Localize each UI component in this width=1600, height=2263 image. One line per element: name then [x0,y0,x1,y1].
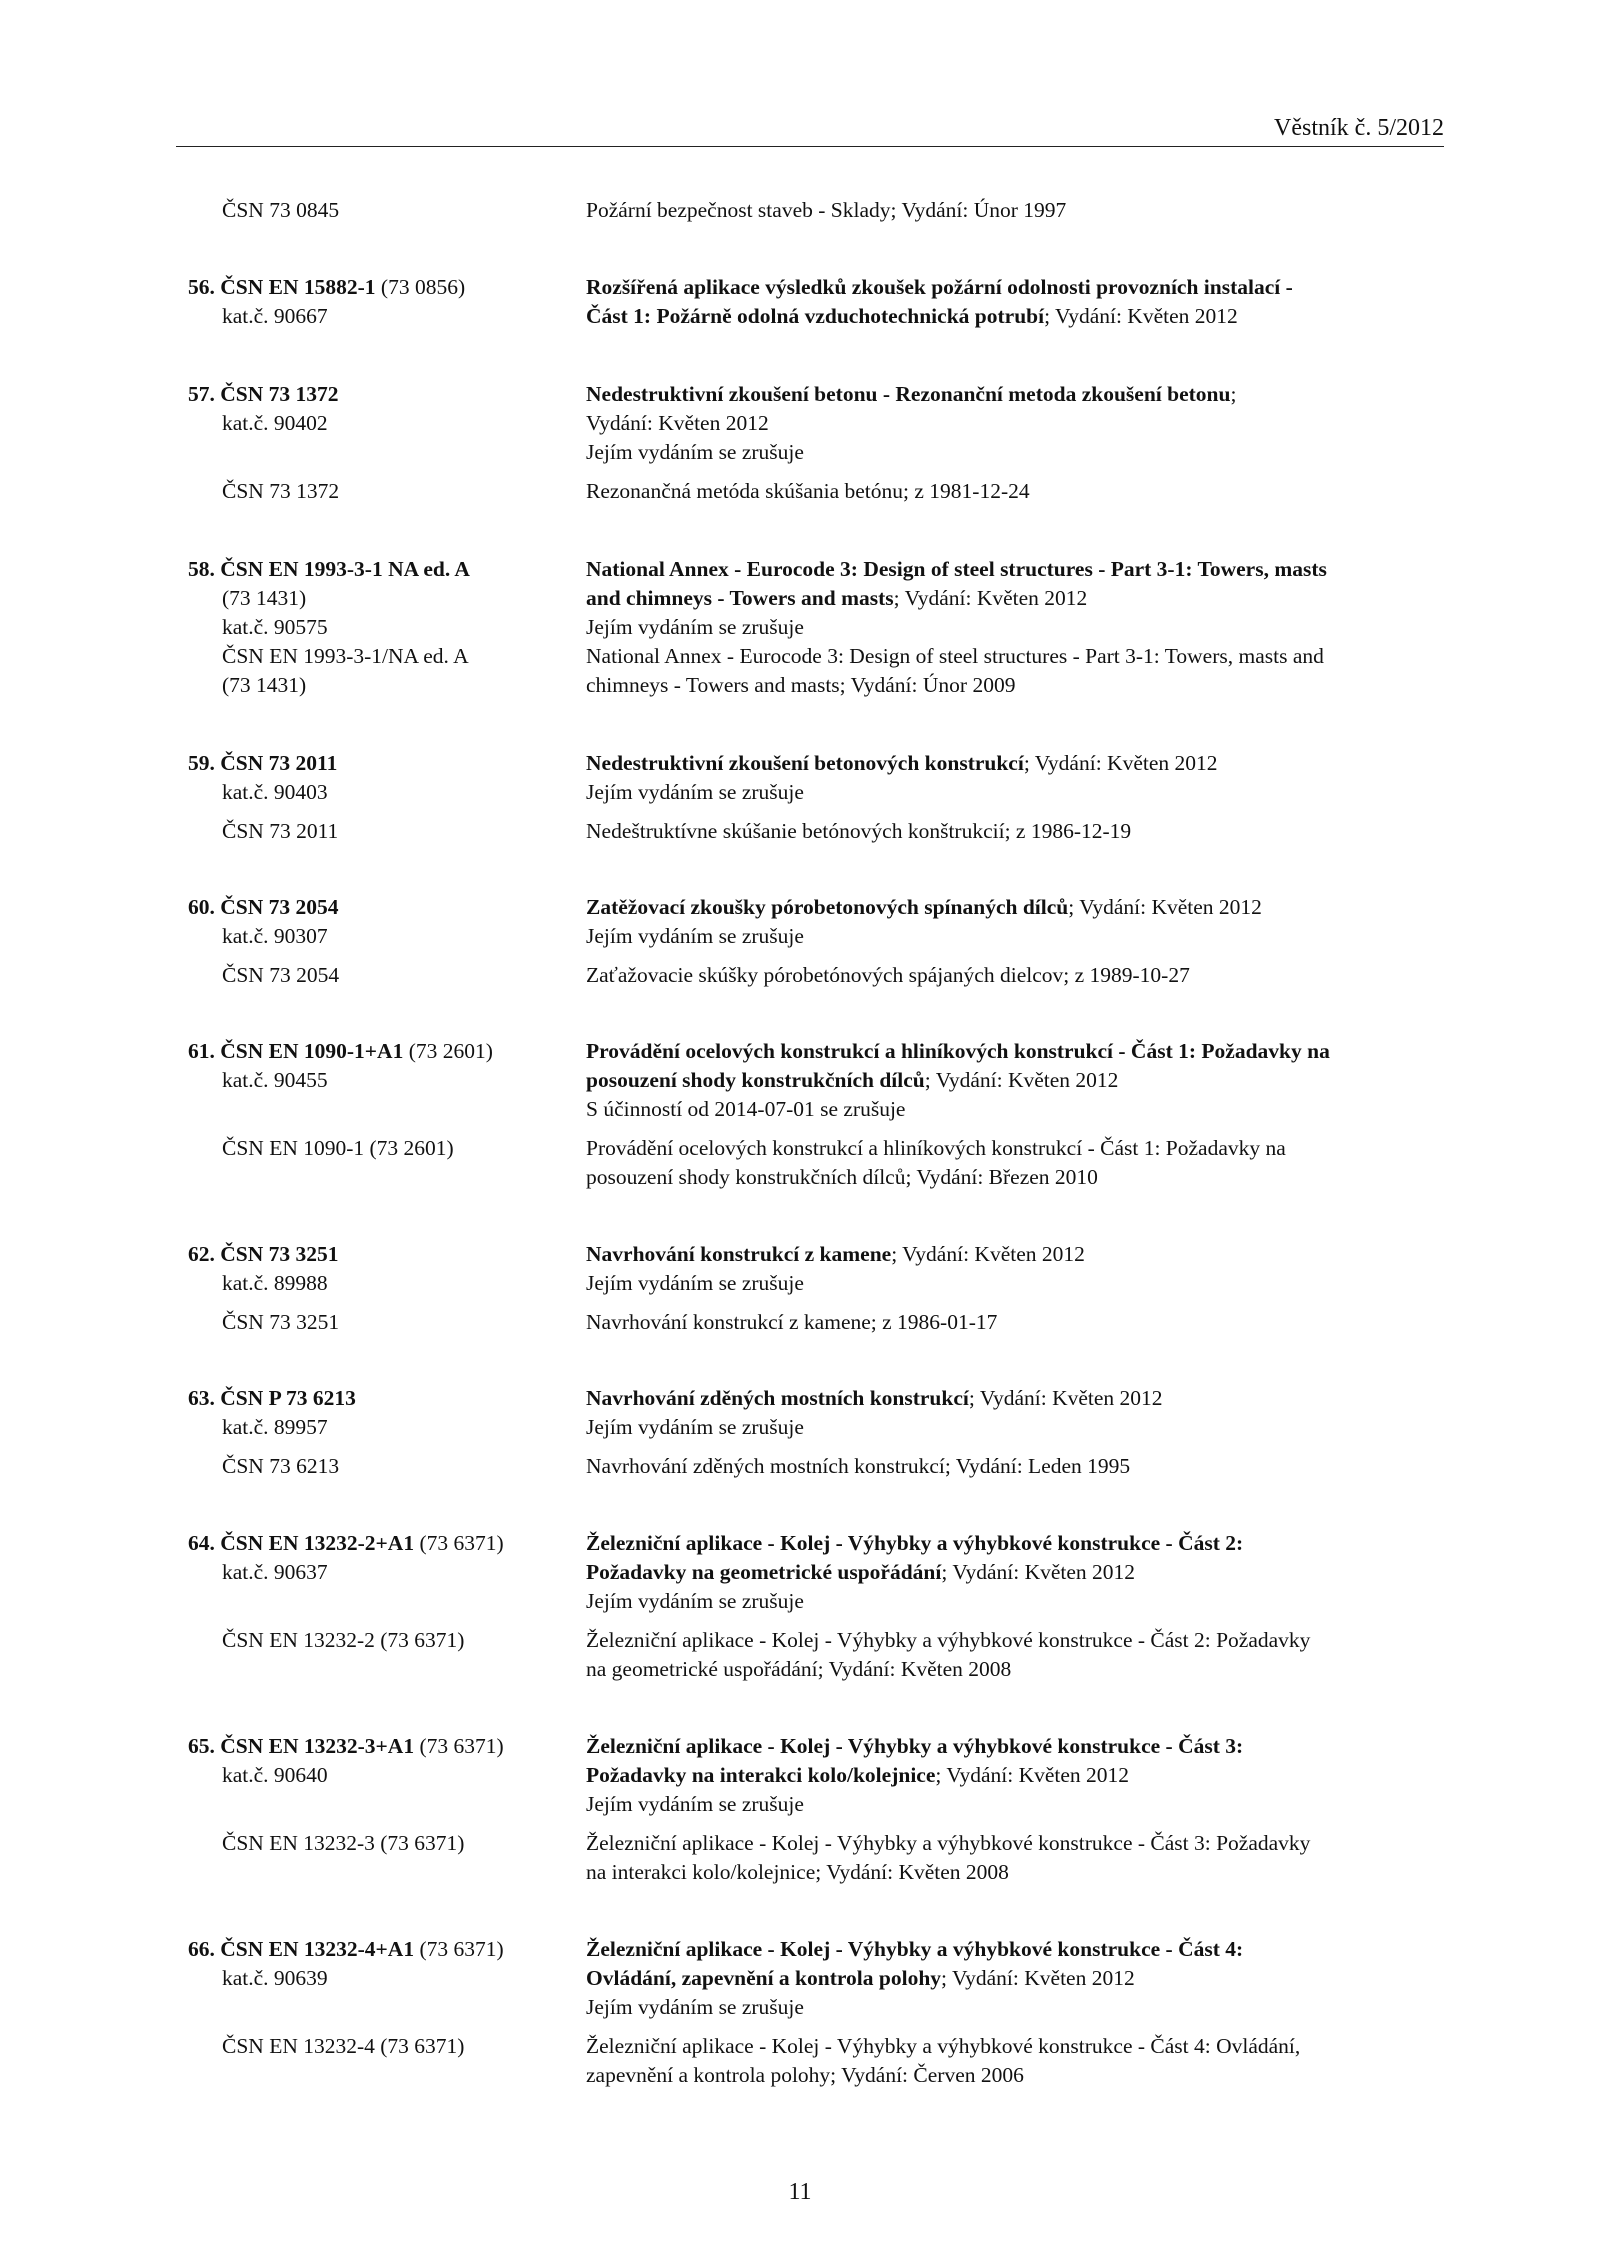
standard-title [586,1829,1446,1858]
code-segment: ČSN 73 1372 [222,479,340,503]
title-segment: Požadavky na geometrické uspořádání [586,1560,942,1584]
standard-entry [0,555,1600,700]
entry-row [0,1529,1600,1558]
standard-code [188,893,339,922]
code-segment: kat.č. 90640 [222,1763,328,1787]
code-segment: ČSN EN 1090-1 (73 2601) [222,1136,454,1160]
standard-title [586,1529,1446,1558]
code-segment: ČSN EN 13232-3+A1 [220,1734,415,1758]
code-segment: ČSN 73 3251 [222,1310,340,1334]
standard-entry [0,1384,1600,1481]
entry-number: 59. [188,751,215,775]
standard-title [586,2032,1446,2061]
title-segment: Železniční aplikace - Kolej - Výhybky a výhybkové konstrukce - Část 2: Požadavky [586,1628,1311,1652]
title-segment: ; Vydání: Květen 2012 [968,1386,1163,1410]
title-segment: Navrhování konstrukcí z kamene [586,1242,892,1266]
standard-code [222,1558,328,1587]
standard-title [586,1761,1446,1790]
title-segment: ; Vydání: Květen 2012 [941,1966,1135,1990]
entry-number: 65. [188,1734,215,1758]
title-segment: Nedestruktivní zkoušení betonu - Rezonanční metoda zkoušení betonu [586,382,1231,406]
entry-row [0,1134,1600,1163]
standard-code [188,1529,504,1558]
title-segment: National Annex - Eurocode 3: Design of steel structures - Part 3-1: Towers, masts and [586,644,1324,668]
title-segment: ; Vydání: Květen 2012 [1023,751,1218,775]
standard-title [586,1134,1446,1163]
title-segment: Požadavky na interakci kolo/kolejnice [586,1763,936,1787]
standard-code [222,1134,454,1163]
entry-row [0,380,1600,409]
standard-title [586,1655,1446,1684]
standard-title [586,1964,1446,1993]
code-segment: kat.č. 90307 [222,924,328,948]
entry-row [0,1935,1600,1964]
standard-title [586,1095,1446,1124]
entry-row [0,642,1600,671]
title-segment: na interakci kolo/kolejnice; Vydání: Květen 2008 [586,1860,1009,1884]
standard-title [586,273,1446,302]
code-segment: ČSN EN 13232-4+A1 [220,1937,415,1961]
entry-row [0,477,1600,506]
title-segment: Ovládání, zapevnění a kontrola polohy [586,1966,942,1990]
entry-row [0,1452,1600,1481]
code-segment: ČSN EN 13232-3 (73 6371) [222,1831,465,1855]
standard-code [222,1269,328,1298]
title-segment: and chimneys - Towers and masts [586,586,894,610]
standard-title [586,642,1446,671]
code-segment: ČSN EN 13232-2+A1 [220,1531,415,1555]
title-segment: ; Vydání: Květen 2012 [935,1763,1130,1787]
standard-code [222,778,328,807]
standard-code [188,1384,356,1413]
title-segment: Jejím vydáním se zrušuje [586,615,804,639]
code-segment: kat.č. 90667 [222,304,328,328]
standard-title [586,1935,1446,1964]
entry-row [0,1037,1600,1066]
standard-title [586,409,1446,438]
code-segment: kat.č. 90575 [222,615,328,639]
standard-entry [0,1732,1600,1887]
code-segment: ČSN 73 2011 [220,751,338,775]
code-segment: (73 6371) [414,1531,504,1555]
entry-row [0,1308,1600,1337]
standard-code [222,961,339,990]
entry-number: 63. [188,1386,215,1410]
standard-code [222,1452,339,1481]
entry-row [0,817,1600,846]
standard-title [586,196,1446,225]
standard-code [188,1935,504,1964]
title-segment: ; [1230,382,1237,406]
standard-entry [0,893,1600,990]
standard-title [586,438,1446,467]
code-segment: ČSN 73 2054 [220,895,339,919]
code-segment: (73 6371) [414,1937,504,1961]
title-segment: Nedestruktivní zkoušení betonových konstrukcí [586,751,1024,775]
title-segment: Jejím vydáním se zrušuje [586,1995,804,2019]
standard-entry [0,749,1600,846]
entry-row [0,555,1600,584]
standard-title [586,961,1446,990]
entry-number: 64. [188,1531,215,1555]
standard-entry [0,1240,1600,1337]
standard-title [586,302,1446,331]
title-segment: National Annex - Eurocode 3: Design of steel structures - Part 3-1: Towers, masts [586,557,1327,581]
standard-code [222,1626,464,1655]
standard-code [188,380,339,409]
standard-code [222,2032,464,2061]
code-segment: (73 0856) [375,275,466,299]
title-segment: Nedeštruktívne skúšanie betónových konštrukcií; z 1986-12-19 [586,819,1132,843]
title-segment: Železniční aplikace - Kolej - Výhybky a výhybkové konstrukce - Část 3: Požadavky [586,1831,1311,1855]
standard-code [188,555,470,584]
standard-title [586,477,1446,506]
entry-row [0,1790,1600,1819]
title-segment: ; Vydání: Květen 2012 [893,586,1088,610]
standard-code [222,1413,328,1442]
standard-code [222,196,339,225]
entry-number: 58. [188,557,215,581]
standard-title [586,1858,1446,1887]
entry-row [0,2032,1600,2061]
title-segment: Jejím vydáním se zrušuje [586,440,804,464]
entry-number: 56. [188,275,215,299]
code-segment: (73 1431) [222,673,307,697]
title-segment: Železniční aplikace - Kolej - Výhybky a výhybkové konstrukce - Část 4: [586,1937,1244,1961]
standard-title [586,1790,1446,1819]
title-segment: Jejím vydáním se zrušuje [586,1792,804,1816]
title-segment: Rezonančná metóda skúšania betónu; z 1981-12-24 [586,479,1030,503]
entry-row [0,1240,1600,1269]
entry-row [0,1761,1600,1790]
standard-title [586,1993,1446,2022]
title-segment: Navrhování konstrukcí z kamene; z 1986-01-17 [586,1310,998,1334]
title-segment: Navrhování zděných mostních konstrukcí [586,1386,969,1410]
title-segment: chimneys - Towers and masts; Vydání: Únor 2009 [586,673,1016,697]
entry-row [0,893,1600,922]
standard-title [586,1308,1446,1337]
standard-code [222,1964,328,1993]
entry-row [0,1993,1600,2022]
code-segment: ČSN 73 1372 [220,382,339,406]
standard-code [222,817,338,846]
title-segment: ; Vydání: Květen 2012 [1068,895,1262,919]
standard-title [586,1732,1446,1761]
title-segment: Jejím vydáním se zrušuje [586,1589,804,1613]
standard-title [586,1037,1446,1066]
title-segment: Provádění ocelových konstrukcí a hliníkových konstrukcí - Část 1: Požadavky na [586,1039,1330,1063]
entry-row [0,1384,1600,1413]
code-segment: kat.č. 90455 [222,1068,328,1092]
entry-row [0,196,1600,225]
title-segment: posouzení shody konstrukčních dílců [586,1068,925,1092]
standard-code [222,671,306,700]
journal-title: Věstník č. 5/2012 [1274,115,1444,141]
standard-code [222,477,339,506]
standard-code [222,613,328,642]
title-segment: Vydání: Květen 2012 [586,411,769,435]
code-segment: kat.č. 89988 [222,1271,328,1295]
entry-row [0,749,1600,778]
title-segment: zapevnění a kontrola polohy; Vydání: Červen 2006 [586,2063,1024,2087]
standard-code [222,584,306,613]
title-segment: Jejím vydáním se zrušuje [586,1271,804,1295]
standard-title [586,922,1446,951]
code-segment: kat.č. 90639 [222,1966,328,1990]
entry-row [0,1732,1600,1761]
standard-title [586,1413,1446,1442]
entry-number: 61. [188,1039,215,1063]
code-segment: ČSN EN 13232-4 (73 6371) [222,2034,465,2058]
entry-row [0,1964,1600,1993]
standard-title [586,1269,1446,1298]
entry-number: 66. [188,1937,215,1961]
entry-row [0,1163,1600,1192]
standard-title [586,671,1446,700]
standard-entry [0,196,1600,225]
title-segment: Rozšířená aplikace výsledků zkoušek požární odolnosti provozních instalací - [586,275,1293,299]
code-segment: ČSN 73 2011 [222,819,339,843]
entry-row [0,1858,1600,1887]
code-segment: ČSN 73 6213 [222,1454,340,1478]
entry-row [0,302,1600,331]
entry-row [0,922,1600,951]
code-segment: ČSN 73 2054 [222,963,340,987]
standard-title [586,584,1446,613]
standard-title [586,380,1446,409]
entry-number: 57. [188,382,215,406]
standard-title [586,613,1446,642]
title-segment: S účinností od 2014-07-01 se zrušuje [586,1097,906,1121]
code-segment: kat.č. 89957 [222,1415,328,1439]
code-segment: ČSN EN 1090-1+A1 [220,1039,404,1063]
entry-row [0,1829,1600,1858]
entry-number: 60. [188,895,215,919]
title-segment: ; Vydání: Květen 2012 [891,1242,1085,1266]
standard-entry [0,273,1600,331]
title-segment: Železniční aplikace - Kolej - Výhybky a výhybkové konstrukce - Část 4: Ovládání, [586,2034,1301,2058]
standard-code [222,1761,328,1790]
entry-number: 62. [188,1242,215,1266]
code-segment: ČSN EN 15882-1 [220,275,376,299]
title-segment: na geometrické uspořádání; Vydání: Květen 2008 [586,1657,1012,1681]
standard-code [222,1308,339,1337]
page-header [176,108,1444,147]
standard-code [188,273,465,302]
standard-code [222,302,328,331]
entry-row [0,961,1600,990]
standard-title [586,2061,1446,2090]
entry-row [0,1655,1600,1684]
code-segment: ČSN EN 1993-3-1/NA ed. A [222,644,469,668]
entry-row [0,1558,1600,1587]
title-segment: ; Vydání: Květen 2012 [924,1068,1119,1092]
standard-code [222,1829,464,1858]
code-segment: ČSN EN 13232-2 (73 6371) [222,1628,465,1652]
entry-row [0,613,1600,642]
entry-row [0,671,1600,700]
code-segment: ČSN 73 0845 [222,198,340,222]
standard-entry [0,1037,1600,1192]
standard-code [222,1066,328,1095]
standard-title [586,749,1446,778]
entry-row [0,1269,1600,1298]
standard-title [586,893,1446,922]
code-segment: kat.č. 90402 [222,411,328,435]
title-segment: Provádění ocelových konstrukcí a hliníkových konstrukcí - Část 1: Požadavky na [586,1136,1286,1160]
entry-row [0,778,1600,807]
title-segment: ; Vydání: Květen 2012 [1044,304,1238,328]
entry-row [0,1095,1600,1124]
page-number: 11 [788,2179,812,2205]
entry-row [0,1587,1600,1616]
standard-title [586,1626,1446,1655]
standard-code [222,922,328,951]
standard-title [586,1163,1446,1192]
title-segment: Požární bezpečnost staveb - Sklady; Vydání: Únor 1997 [586,198,1067,222]
entry-row [0,438,1600,467]
title-segment: Jejím vydáním se zrušuje [586,780,804,804]
code-segment: (73 6371) [414,1734,504,1758]
standard-title [586,1587,1446,1616]
standard-code [222,642,469,671]
standard-title [586,555,1446,584]
code-segment: ČSN P 73 6213 [220,1386,356,1410]
code-segment: kat.č. 90403 [222,780,328,804]
standard-title [586,1240,1446,1269]
standard-code [188,749,337,778]
code-segment: ČSN EN 1993-3-1 NA ed. A [220,557,470,581]
title-segment: posouzení shody konstrukčních dílců; Vydání: Březen 2010 [586,1165,1098,1189]
title-segment: Zaťažovacie skúšky pórobetónových spájaných dielcov; z 1989-10-27 [586,963,1190,987]
standard-title [586,778,1446,807]
title-segment: Navrhování zděných mostních konstrukcí; Vydání: Leden 1995 [586,1454,1131,1478]
standard-title [586,1066,1446,1095]
standard-title [586,817,1446,846]
standard-code [222,409,328,438]
entry-row [0,409,1600,438]
standard-code [188,1240,339,1269]
standard-title [586,1558,1446,1587]
standard-entry [0,380,1600,506]
entry-row [0,1626,1600,1655]
standard-entry [0,1529,1600,1684]
standard-title [586,1384,1446,1413]
code-segment: ČSN 73 3251 [220,1242,339,1266]
title-segment: Jejím vydáním se zrušuje [586,924,804,948]
standard-code [188,1037,493,1066]
title-segment: ; Vydání: Květen 2012 [941,1560,1136,1584]
standard-entry [0,1935,1600,2090]
code-segment: (73 2601) [403,1039,493,1063]
standard-title [586,1452,1446,1481]
entry-row [0,1066,1600,1095]
standard-code [188,1732,504,1761]
title-segment: Železniční aplikace - Kolej - Výhybky a výhybkové konstrukce - Část 2: [586,1531,1244,1555]
entry-row [0,1413,1600,1442]
code-segment: (73 1431) [222,586,307,610]
entry-row [0,273,1600,302]
title-segment: Jejím vydáním se zrušuje [586,1415,804,1439]
title-segment: Část 1: Požárně odolná vzduchotechnická potrubí [586,304,1045,328]
code-segment: kat.č. 90637 [222,1560,328,1584]
title-segment: Železniční aplikace - Kolej - Výhybky a výhybkové konstrukce - Část 3: [586,1734,1244,1758]
entry-row [0,584,1600,613]
title-segment: Zatěžovací zkoušky pórobetonových spínaných dílců [586,895,1069,919]
entry-row [0,2061,1600,2090]
